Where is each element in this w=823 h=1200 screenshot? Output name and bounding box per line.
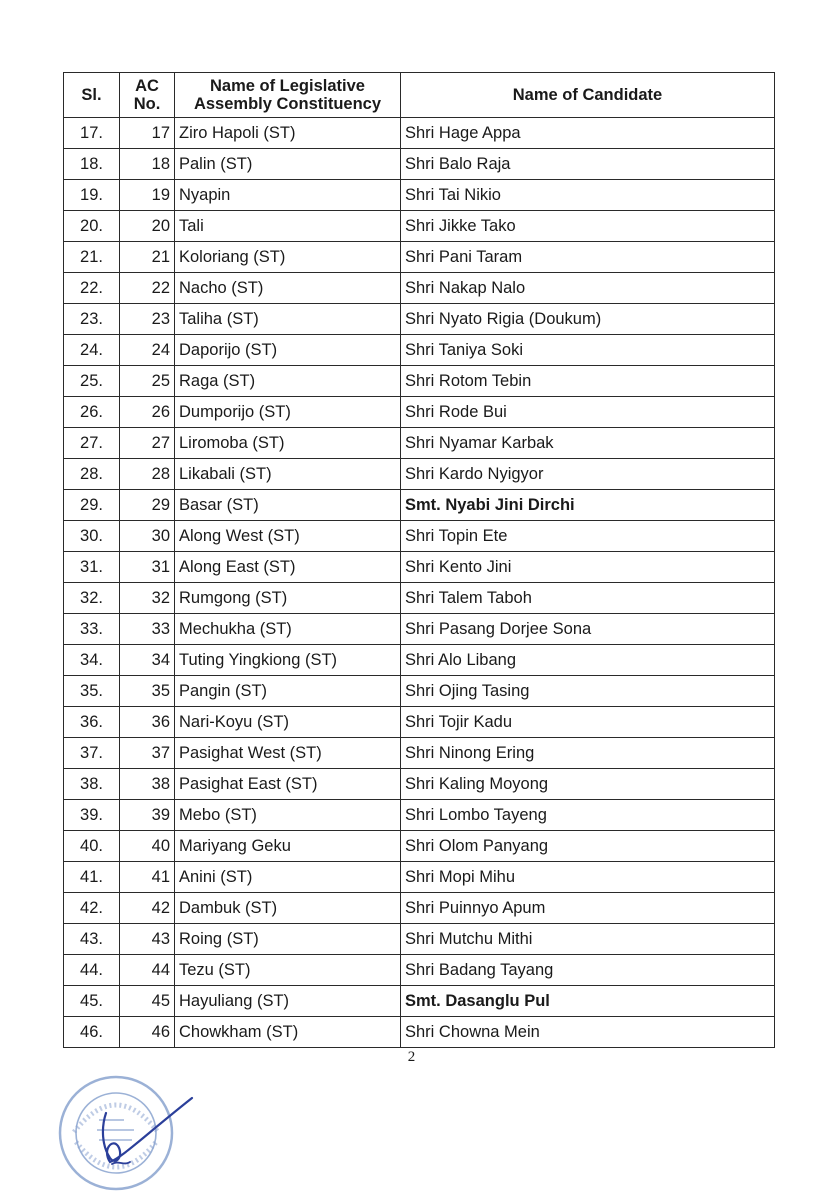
cell-constituency: Likabali (ST) <box>175 459 401 490</box>
cell-candidate: Shri Jikke Tako <box>401 211 775 242</box>
cell-candidate: Shri Rotom Tebin <box>401 366 775 397</box>
table-row <box>64 366 775 397</box>
cell-ac-no: 43 <box>120 924 175 955</box>
cell-constituency: Mebo (ST) <box>175 800 401 831</box>
cell-sl: 41. <box>64 862 120 893</box>
cell-sl: 33. <box>64 614 120 645</box>
cell-candidate: Shri Nyamar Karbak <box>401 428 775 459</box>
cell-ac-no: 40 <box>120 831 175 862</box>
cell-ac-no: 28 <box>120 459 175 490</box>
cell-sl: 18. <box>64 149 120 180</box>
table-row <box>64 149 775 180</box>
cell-candidate: Shri Alo Libang <box>401 645 775 676</box>
cell-candidate: Shri Ojing Tasing <box>401 676 775 707</box>
cell-ac-no: 38 <box>120 769 175 800</box>
cell-constituency: Along East (ST) <box>175 552 401 583</box>
table-row <box>64 986 775 1017</box>
cell-ac-no: 41 <box>120 862 175 893</box>
cell-candidate: Shri Hage Appa <box>401 118 775 149</box>
table-row <box>64 335 775 366</box>
cell-constituency: Dambuk (ST) <box>175 893 401 924</box>
table-body <box>64 118 775 1048</box>
cell-candidate: Shri Rode Bui <box>401 397 775 428</box>
cell-candidate: Shri Tojir Kadu <box>401 707 775 738</box>
table-row <box>64 552 775 583</box>
cell-constituency: Basar (ST) <box>175 490 401 521</box>
cell-candidate: Shri Olom Panyang <box>401 831 775 862</box>
cell-ac-no: 36 <box>120 707 175 738</box>
cell-ac-no: 35 <box>120 676 175 707</box>
cell-ac-no: 17 <box>120 118 175 149</box>
cell-ac-no: 19 <box>120 180 175 211</box>
cell-ac-no: 33 <box>120 614 175 645</box>
cell-ac-no: 32 <box>120 583 175 614</box>
cell-candidate: Shri Kento Jini <box>401 552 775 583</box>
cell-constituency: Mariyang Geku <box>175 831 401 862</box>
cell-ac-no: 31 <box>120 552 175 583</box>
cell-ac-no: 27 <box>120 428 175 459</box>
cell-sl: 32. <box>64 583 120 614</box>
table-row <box>64 242 775 273</box>
table-row <box>64 738 775 769</box>
table-row <box>64 707 775 738</box>
cell-sl: 27. <box>64 428 120 459</box>
cell-constituency: Hayuliang (ST) <box>175 986 401 1017</box>
cell-ac-no: 20 <box>120 211 175 242</box>
cell-constituency: Liromoba (ST) <box>175 428 401 459</box>
cell-ac-no: 22 <box>120 273 175 304</box>
party-seal-and-signature <box>54 1068 194 1198</box>
cell-constituency: Anini (ST) <box>175 862 401 893</box>
cell-candidate: Shri Badang Tayang <box>401 955 775 986</box>
cell-candidate: Shri Talem Taboh <box>401 583 775 614</box>
table-row <box>64 397 775 428</box>
cell-candidate: Shri Pani Taram <box>401 242 775 273</box>
cell-sl: 44. <box>64 955 120 986</box>
cell-sl: 37. <box>64 738 120 769</box>
cell-sl: 25. <box>64 366 120 397</box>
cell-candidate: Shri Kaling Moyong <box>401 769 775 800</box>
cell-constituency: Tali <box>175 211 401 242</box>
cell-candidate: Shri Mopi Mihu <box>401 862 775 893</box>
table-row <box>64 893 775 924</box>
cell-constituency: Ziro Hapoli (ST) <box>175 118 401 149</box>
cell-constituency: Mechukha (ST) <box>175 614 401 645</box>
cell-sl: 20. <box>64 211 120 242</box>
table-row <box>64 955 775 986</box>
table-row <box>64 211 775 242</box>
cell-sl: 26. <box>64 397 120 428</box>
cell-constituency: Nari-Koyu (ST) <box>175 707 401 738</box>
cell-candidate: Shri Pasang Dorjee Sona <box>401 614 775 645</box>
cell-sl: 39. <box>64 800 120 831</box>
cell-sl: 40. <box>64 831 120 862</box>
cell-constituency: Raga (ST) <box>175 366 401 397</box>
table-row <box>64 490 775 521</box>
cell-ac-no: 44 <box>120 955 175 986</box>
cell-sl: 31. <box>64 552 120 583</box>
cell-candidate: Shri Tai Nikio <box>401 180 775 211</box>
cell-ac-no: 21 <box>120 242 175 273</box>
cell-constituency: Nyapin <box>175 180 401 211</box>
cell-sl: 23. <box>64 304 120 335</box>
table-row <box>64 800 775 831</box>
cell-ac-no: 39 <box>120 800 175 831</box>
cell-candidate: Shri Kardo Nyigyor <box>401 459 775 490</box>
cell-candidate: Shri Topin Ete <box>401 521 775 552</box>
cell-sl: 28. <box>64 459 120 490</box>
table-header-row <box>64 73 775 118</box>
cell-constituency: Pasighat East (ST) <box>175 769 401 800</box>
cell-sl: 21. <box>64 242 120 273</box>
cell-ac-no: 34 <box>120 645 175 676</box>
cell-candidate: Smt. Dasanglu Pul <box>401 986 775 1017</box>
table-row <box>64 583 775 614</box>
cell-constituency: Koloriang (ST) <box>175 242 401 273</box>
table-row <box>64 521 775 552</box>
cell-ac-no: 24 <box>120 335 175 366</box>
cell-ac-no: 18 <box>120 149 175 180</box>
cell-sl: 46. <box>64 1017 120 1048</box>
header-constituency: Name of Legislative Assembly Constituency <box>175 73 401 118</box>
table-row <box>64 831 775 862</box>
cell-candidate: Smt. Nyabi Jini Dirchi <box>401 490 775 521</box>
cell-candidate: Shri Puinnyo Apum <box>401 893 775 924</box>
table-row <box>64 304 775 335</box>
table-row <box>64 1017 775 1048</box>
cell-constituency: Daporijo (ST) <box>175 335 401 366</box>
cell-ac-no: 37 <box>120 738 175 769</box>
cell-constituency: Palin (ST) <box>175 149 401 180</box>
cell-constituency: Nacho (ST) <box>175 273 401 304</box>
header-candidate: Name of Candidate <box>401 73 775 118</box>
table-row <box>64 118 775 149</box>
table-row <box>64 676 775 707</box>
cell-sl: 43. <box>64 924 120 955</box>
cell-constituency: Taliha (ST) <box>175 304 401 335</box>
cell-ac-no: 25 <box>120 366 175 397</box>
cell-candidate: Shri Nyato Rigia (Doukum) <box>401 304 775 335</box>
cell-sl: 38. <box>64 769 120 800</box>
cell-candidate: Shri Ninong Ering <box>401 738 775 769</box>
cell-sl: 17. <box>64 118 120 149</box>
table-row <box>64 428 775 459</box>
cell-constituency: Dumporijo (ST) <box>175 397 401 428</box>
cell-ac-no: 30 <box>120 521 175 552</box>
cell-constituency: Along West (ST) <box>175 521 401 552</box>
cell-ac-no: 46 <box>120 1017 175 1048</box>
cell-candidate: Shri Lombo Tayeng <box>401 800 775 831</box>
cell-candidate: Shri Nakap Nalo <box>401 273 775 304</box>
cell-constituency: Pangin (ST) <box>175 676 401 707</box>
cell-constituency: Pasighat West (ST) <box>175 738 401 769</box>
table-row <box>64 180 775 211</box>
table-row <box>64 614 775 645</box>
cell-ac-no: 45 <box>120 986 175 1017</box>
cell-sl: 34. <box>64 645 120 676</box>
cell-constituency: Tezu (ST) <box>175 955 401 986</box>
cell-sl: 22. <box>64 273 120 304</box>
table-row <box>64 273 775 304</box>
cell-sl: 30. <box>64 521 120 552</box>
cell-constituency: Tuting Yingkiong (ST) <box>175 645 401 676</box>
header-sl: Sl. <box>64 73 120 118</box>
table-row <box>64 459 775 490</box>
cell-sl: 45. <box>64 986 120 1017</box>
cell-sl: 29. <box>64 490 120 521</box>
cell-sl: 24. <box>64 335 120 366</box>
cell-constituency: Rumgong (ST) <box>175 583 401 614</box>
cell-constituency: Chowkham (ST) <box>175 1017 401 1048</box>
cell-sl: 42. <box>64 893 120 924</box>
table-row <box>64 769 775 800</box>
cell-candidate: Shri Mutchu Mithi <box>401 924 775 955</box>
cell-ac-no: 29 <box>120 490 175 521</box>
cell-ac-no: 23 <box>120 304 175 335</box>
page-number: 2 <box>407 1049 416 1065</box>
cell-ac-no: 26 <box>120 397 175 428</box>
cell-candidate: Shri Taniya Soki <box>401 335 775 366</box>
header-ac-no: AC No. <box>120 73 175 118</box>
cell-sl: 35. <box>64 676 120 707</box>
cell-candidate: Shri Chowna Mein <box>401 1017 775 1048</box>
table-row <box>64 645 775 676</box>
cell-sl: 19. <box>64 180 120 211</box>
cell-candidate: Shri Balo Raja <box>401 149 775 180</box>
table-row <box>64 862 775 893</box>
cell-ac-no: 42 <box>120 893 175 924</box>
cell-constituency: Roing (ST) <box>175 924 401 955</box>
candidate-table <box>63 72 775 1048</box>
table-row <box>64 924 775 955</box>
cell-sl: 36. <box>64 707 120 738</box>
